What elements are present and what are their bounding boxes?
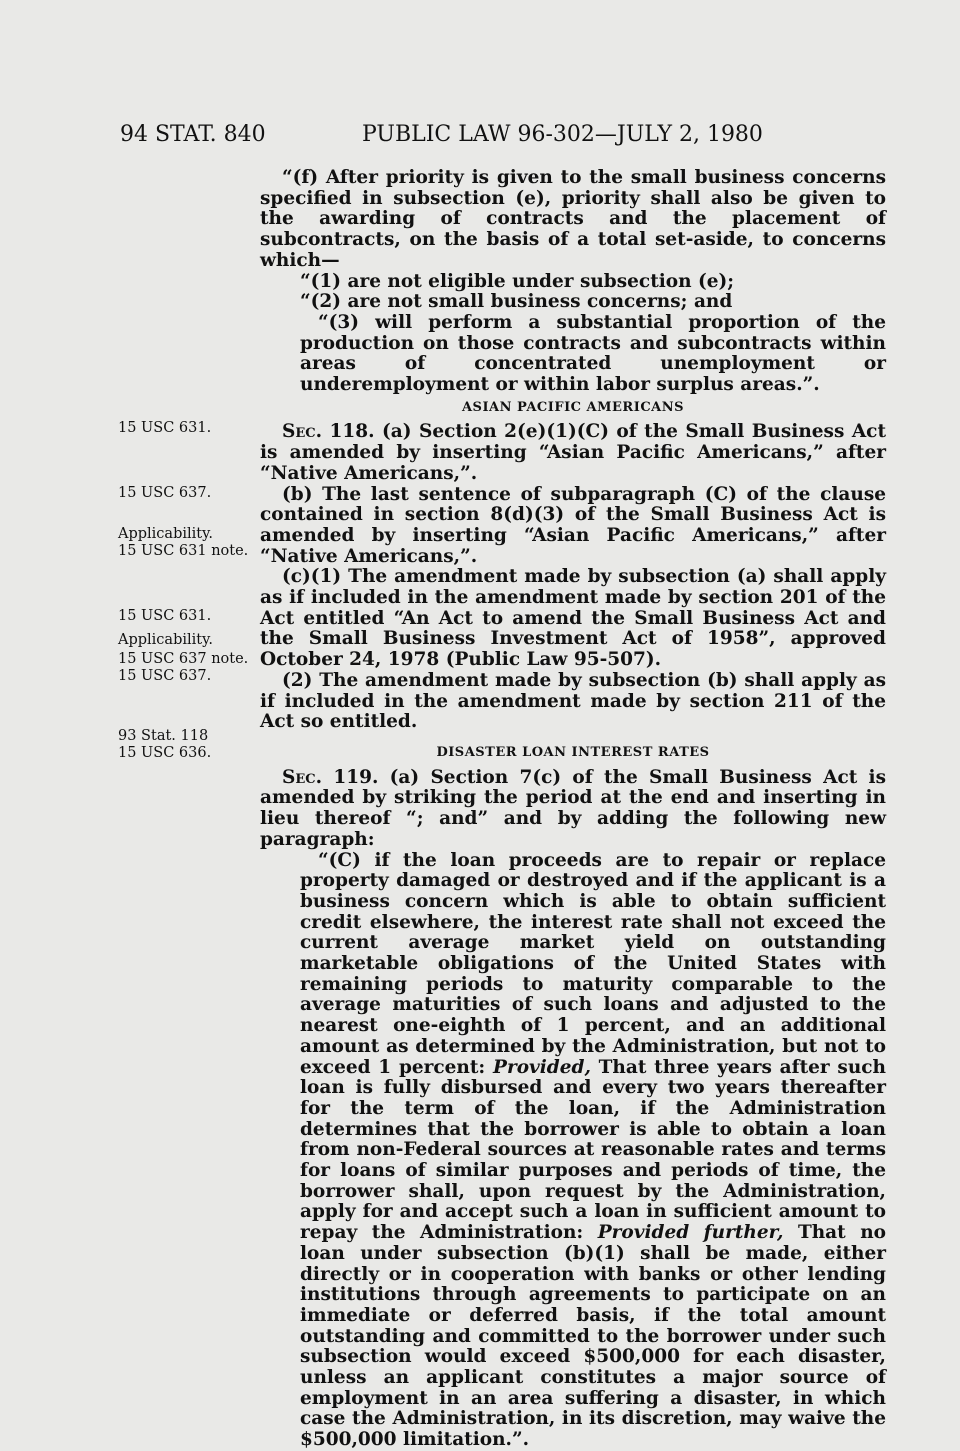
paragraph-text: “(C) if the loan proceeds are to repair or replace property damaged or destroyed and if the applicant is a business concern which is able to obtain sufficient credit elsewhere, the interest rate shall not exceed the current average market yield on outstanding marketable obligations of the United States with remaining periods to maturity comparable to the average maturities of such loans and adjusted to the nearest one-eighth of 1 percent, and an additional amount as determined by the Administration, but not to exceed 1 percent: (300, 849, 886, 1078)
margin-citation: 93 Stat. 118 (118, 728, 209, 744)
margin-citation: 15 USC 631. (118, 420, 212, 436)
margin-citation: 15 USC 631. (118, 608, 212, 624)
margin-citation: 15 USC 637. (118, 668, 212, 684)
quoted-paragraph (260, 851, 886, 1451)
section-heading: ASIAN PACIFIC AMERICANS (461, 399, 685, 415)
document-body (260, 168, 886, 1451)
paragraph-text: (a) Section 2(e)(1)(C) of the Small Business Act is amended by inserting “Asian Pacific Americans,” after “Native Americans,”. (260, 421, 886, 484)
paragraph-text: (a) Section 7(c) of the Small Business Act is amended by striking the period at the end and inserting in lieu thereof “; and” and by adding the following new paragraph: (260, 766, 886, 850)
section-label: Sec. 118. (282, 421, 375, 443)
list-item: “(2) are not small business concerns; and (300, 291, 733, 313)
proviso-term: Provided further, (597, 1222, 784, 1244)
margin-citation: 15 USC 637. (118, 485, 212, 501)
proviso-term: Provided, (493, 1056, 591, 1078)
paragraph: (b) The last sentence of subparagraph (C) of the clause contained in section 8(d)(3) of the Small Business Act is amended by inserting “Asian Pacific Americans,” after “Native Americans,”. (260, 483, 886, 567)
margin-citation: 15 USC 631 note. (118, 543, 249, 559)
paragraph (260, 422, 886, 484)
paragraph: (2) The amendment made by subsection (b) shall apply as if included in the amendment made by section 211 of the Act so entitled. (260, 669, 886, 733)
paragraph: “(f) After priority is given to the small business concerns specified in subsection (e), priority shall also be given to the awarding of contracts and the placement of subcontracts, on the basis of a total set-aside, to concerns which— (260, 167, 886, 271)
list-item: “(3) will perform a substantial proportion of the production on those contracts and subcontracts within areas of concentrated unemployment or underemployment or within labor surplus areas.”. (300, 311, 886, 396)
paragraph-text: That three years after such loan is fully disbursed and every two years thereafter for the term of the loan, if the Administration determines that the borrower is able to obtain a loan from non-Federal sources at reasonable rates and terms for loans of similar purposes and periods of time, the borrower shall, upon request by the Administration, apply for and accept such a loan in sufficient amount to repay the Administration: (300, 1056, 887, 1244)
margin-citation: 15 USC 637 note. (118, 651, 249, 667)
margin-note-applicability: Applicability. (118, 632, 213, 648)
statute-page-reference: 94 STAT. 840 (120, 122, 266, 147)
paragraph (260, 768, 886, 851)
page-title: PUBLIC LAW 96-302—JULY 2, 1980 (362, 122, 763, 147)
paragraph: (c)(1) The amendment made by subsection (a) shall apply as if included in the amendment made by section 201 of the Act entitled “An Act to amend the Small Business Act and the Small Business Investment Act of 1958”, approved October 24, 1978 (Public Law 95-507). (260, 566, 886, 671)
margin-citation: 15 USC 636. (118, 745, 212, 761)
section-label: Sec. 119. (282, 766, 379, 788)
section-heading: DISASTER LOAN INTEREST RATES (436, 744, 710, 760)
margin-note-applicability: Applicability. (118, 526, 213, 542)
paragraph-text: That no loan under subsection (b)(1) shall be made, either directly or in cooperation with banks or other lending institutions through agreements to participate on an immediate or deferred basis, if the total amount outstanding and committed to the borrower under such subsection would exceed $500,000 for each disaster, unless an applicant constitutes a major source of employment in an area suffering a disaster, in which case the Administration, in its discretion, may waive the $500,000 limitation.”. (300, 1222, 887, 1451)
list-item: “(1) are not eligible under subsection (e); (300, 270, 735, 292)
